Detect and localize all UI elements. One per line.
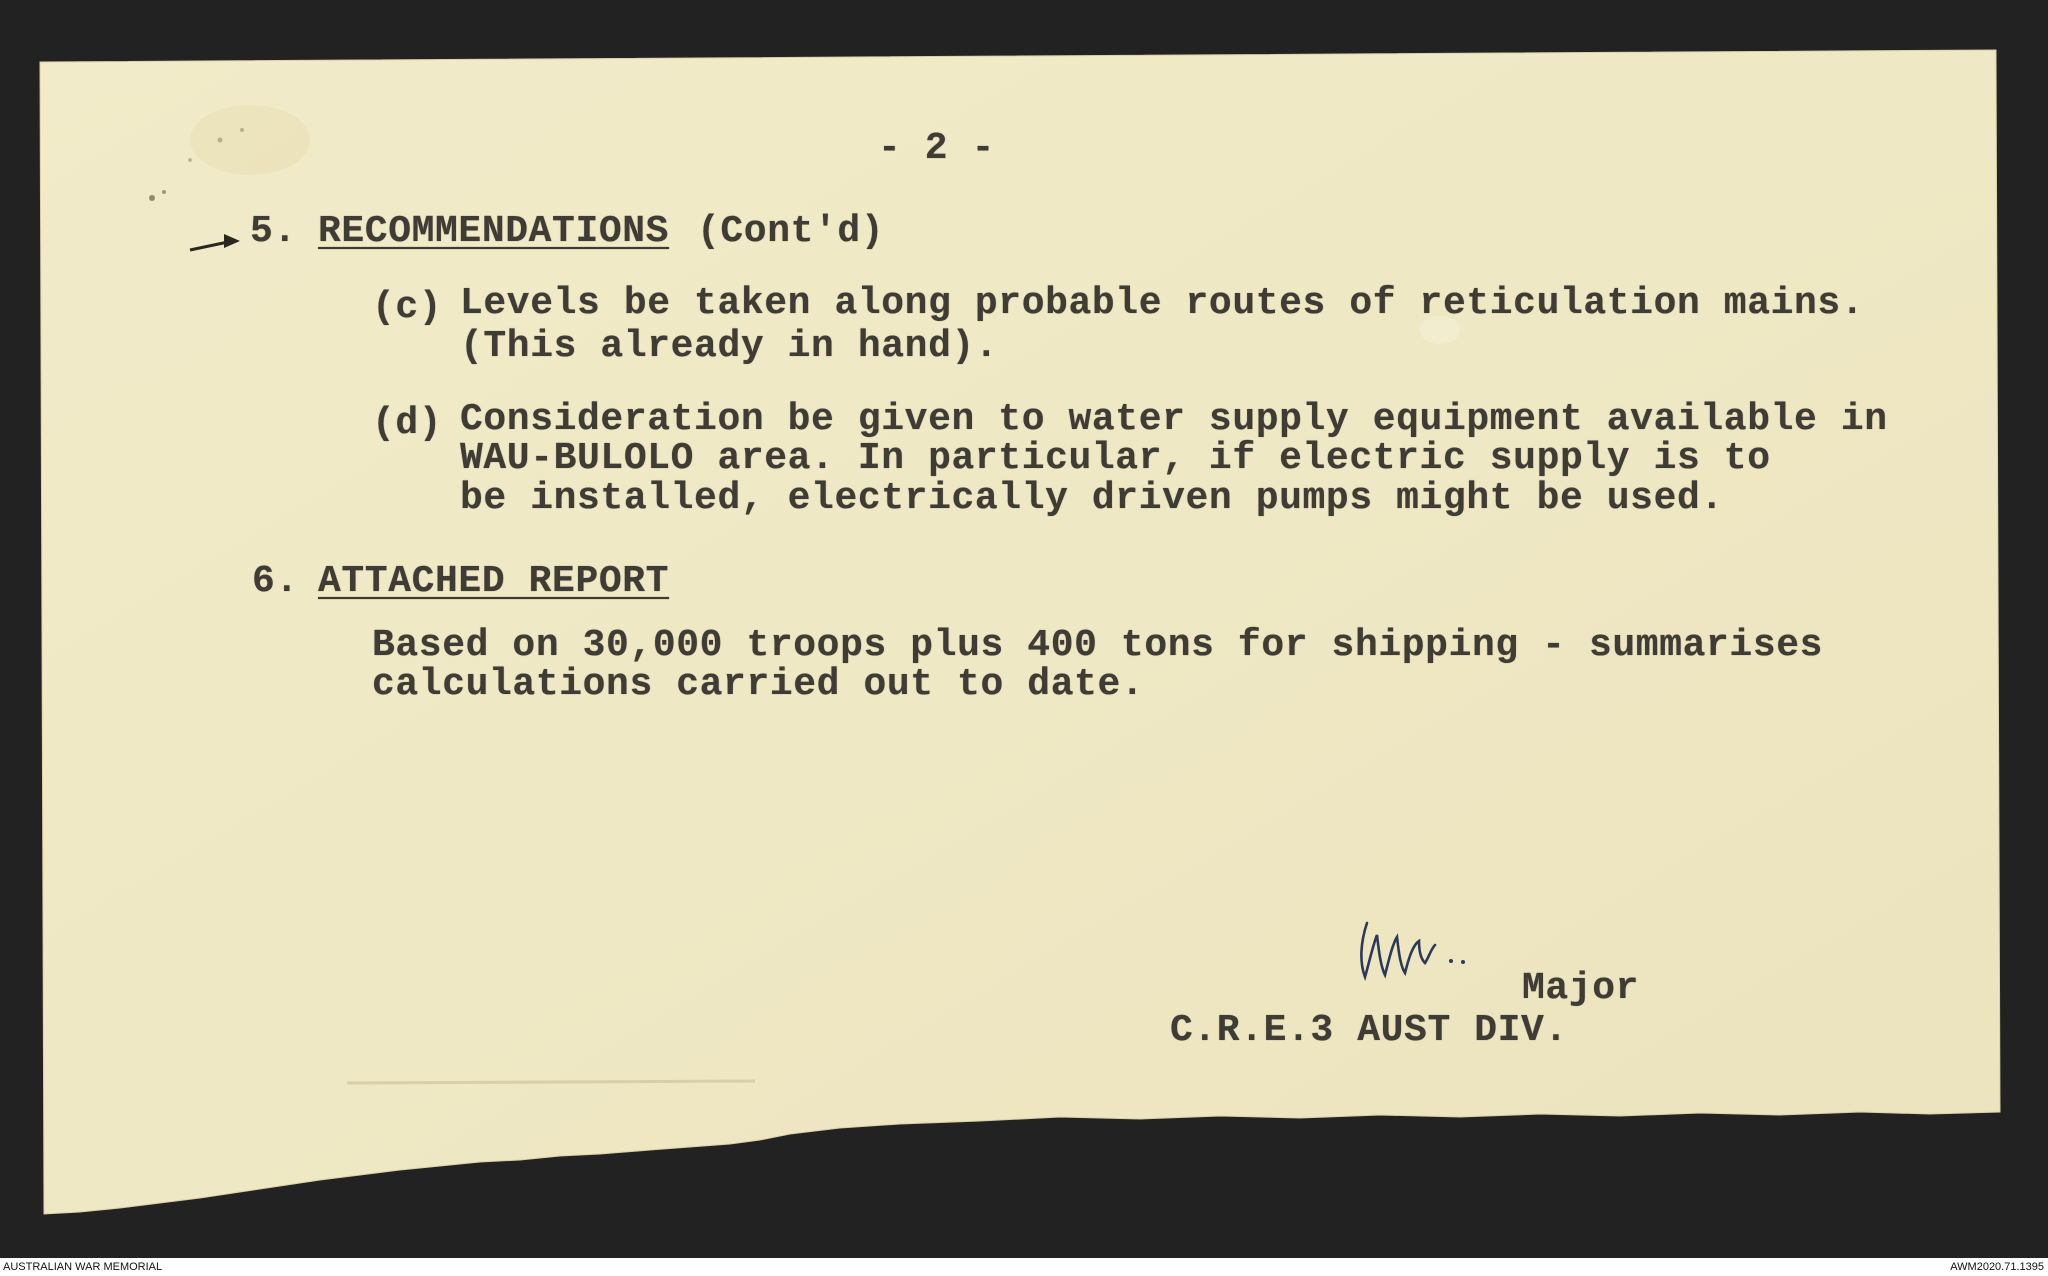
section-6-line-1: Based on 30,000 troops plus 400 tons for shipping - summarises: [372, 624, 1824, 667]
section-5-number: 5.: [250, 210, 297, 253]
bleed-through-line: [345, 1075, 765, 1089]
signature-rank: Major: [1522, 967, 1640, 1010]
section-6-line-2: calculations carried out to date.: [372, 663, 1145, 706]
page-number: - 2 -: [878, 127, 996, 170]
section-6-title: ATTACHED REPORT: [318, 560, 670, 603]
item-c-line-1: Levels be taken along probable routes of reticulation mains.: [460, 282, 1865, 325]
footer-bar: [0, 1258, 2048, 1276]
section-6-number: 6.: [252, 560, 299, 603]
item-d-marker: (d): [372, 402, 443, 445]
ink-smudge: [130, 120, 270, 210]
signature-unit: C.R.E.3 AUST DIV.: [1170, 1009, 1568, 1052]
section-5-suffix: (Cont'd): [697, 210, 885, 253]
item-d-line-1: Consideration be given to water supply equipment available in: [460, 398, 1888, 441]
item-c-line-2: (This already in hand).: [460, 325, 999, 368]
footer-credit: AUSTRALIAN WAR MEMORIAL: [3, 1261, 163, 1273]
section-5-title: RECOMMENDATIONS: [318, 210, 670, 253]
item-c-marker: (c): [372, 286, 443, 329]
handwritten-signature: [1355, 915, 1485, 990]
item-d-line-3: be installed, electrically driven pumps might be used.: [460, 477, 1724, 520]
pencil-arrow-mark: [188, 230, 244, 254]
footer-accession-number: AWM2020.71.1395: [1950, 1261, 2044, 1273]
item-d-line-2: WAU-BULOLO area. In particular, if electric supply is to: [460, 437, 1771, 480]
